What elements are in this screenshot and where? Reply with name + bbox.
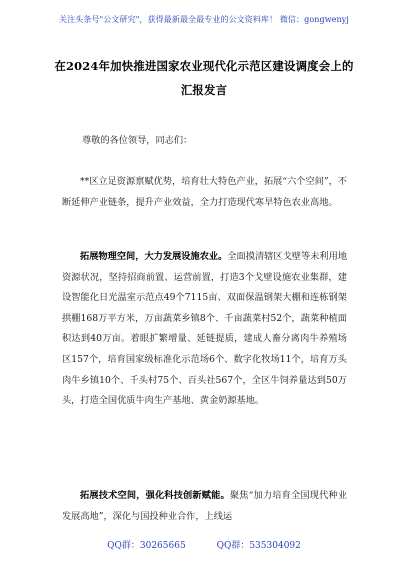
paragraph-3-heading: 拓展技术空间，强化科技创新赋能。: [80, 490, 230, 501]
document-title-line-1: 在2024年加快推进国家农业现代化示范区建设调度会上的: [54, 59, 354, 73]
paragraph-3: [62, 486, 347, 527]
footer-qq-group-2: QQ群：535304092: [216, 541, 301, 551]
paragraph-2: [62, 247, 347, 412]
footer-qq-group-1: QQ群：30265665: [107, 541, 186, 551]
greeting: 尊敬的各位领导，同志们：: [82, 135, 193, 146]
paragraph-2-body: 全面摸清辖区戈壁等未利用地资源状况，坚持招商前置、运营前置，打造3个戈壁设施农业集群，建设智能化日光温室示范点49个7115亩、双面保温钢架大棚和连栋钢架拱棚168万平方米，万亩蔬菜乡镇8个、千亩蔬菜村52个，蔬菜种植面积达到40万亩。着眼扩繁增量、延链提质，建成人畜分离肉牛养殖场区157个，培育国家级标准化示范场6个、数字化牧场11个，培育万头肉牛乡镇10个、千头村75个、百头社567个，全区牛饲养量达到50万头，打造全国优质牛肉生产基地、黄金奶源基地。: [62, 251, 348, 407]
paragraph-1: **区立足资源禀赋优势，培育壮大特色产业，拓展“六个空间”，不断延伸产业链条，提升产业效益，全力打造现代寒旱特色农业高地。: [62, 176, 347, 208]
paragraph-2-heading: 拓展物理空间，大力发展设施农业。: [80, 251, 228, 262]
header-banner: 关注头条号"公文研究"，获得最新最全最专业的公文资料库！ 微信：gongwenyj: [59, 15, 349, 24]
footer: [0, 538, 408, 551]
document-title-line-2: 汇报发言: [180, 83, 228, 97]
paragraph-3-body: 聚焦“加力培育全国现代种业发展高地”，深化与国投种业合作，上线运: [62, 490, 348, 522]
